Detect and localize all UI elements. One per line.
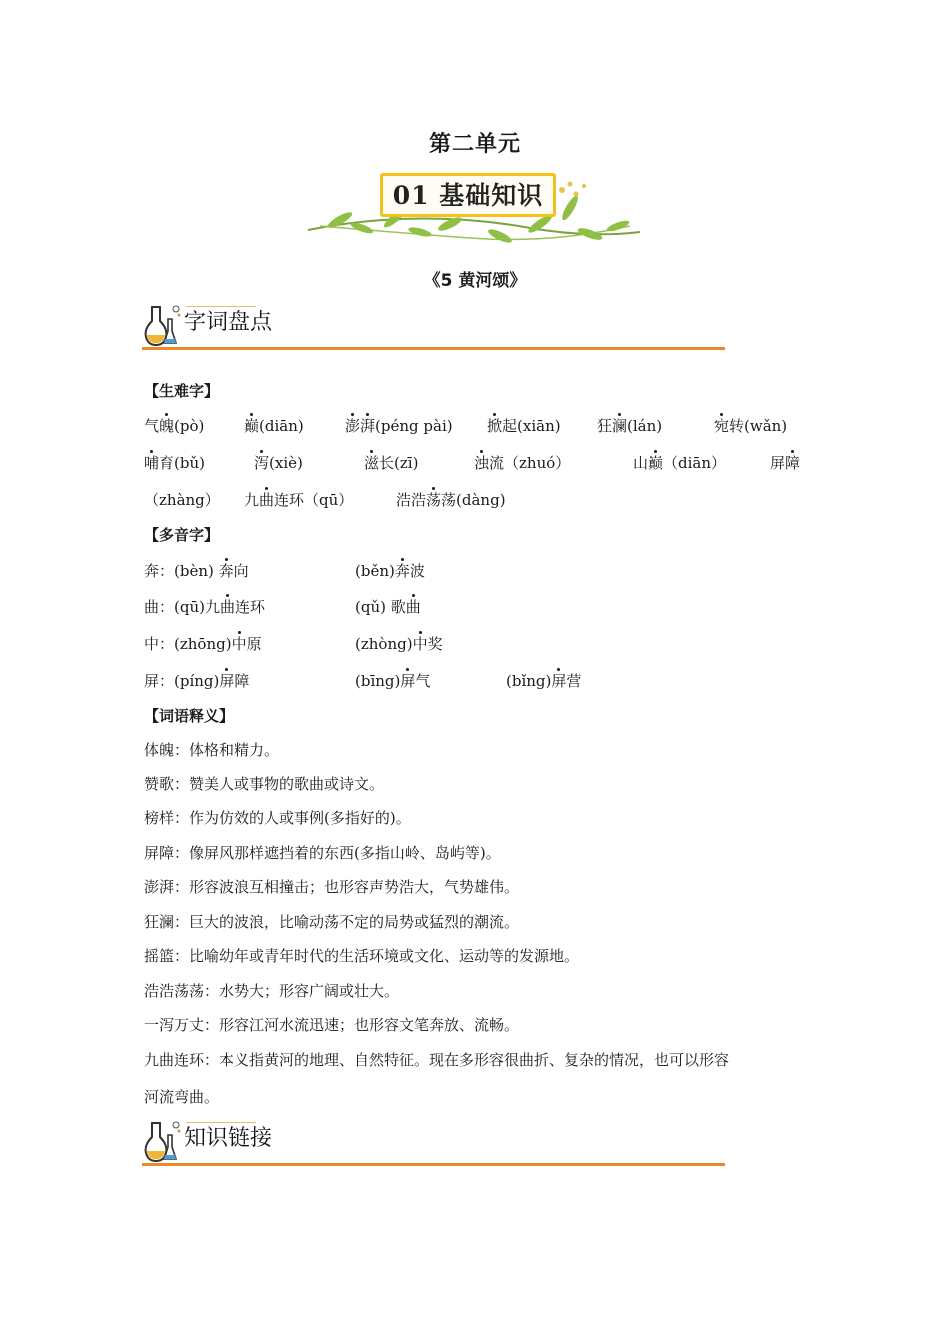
label-duoyinzi: 【多音字】 (144, 526, 220, 544)
polyphone-item: (zhòng)中奖 (355, 635, 443, 653)
section-banner (300, 168, 650, 250)
polyphone-item: (bīng)屏气 (355, 672, 431, 690)
word-item: 巅(diān) (244, 417, 304, 435)
polyphone-row: 中：(zhōng)中原 (144, 635, 262, 653)
definition-item: 河流弯曲。 (144, 1088, 220, 1106)
word-item: （zhàng） (144, 491, 220, 509)
word-item: 浊流（zhuó） (474, 454, 571, 472)
label-ciyu: 【词语释义】 (144, 707, 235, 725)
polyphone-row: 奔：(bèn) 奔向 (144, 562, 249, 580)
lesson-title: 《5 黄河颂》 (423, 271, 527, 291)
flask-icon (142, 1119, 182, 1163)
section-rule (142, 347, 725, 350)
word-item: 狂澜(lán) (597, 417, 663, 435)
polyphone-item: (qǔ) 歌曲 (355, 598, 421, 616)
word-item: 山巅（diān） (633, 454, 727, 472)
word-item: 浩浩荡荡(dàng) (396, 491, 506, 509)
section-header-vocab (142, 303, 727, 353)
unit-title: 第二单元 (428, 132, 521, 157)
polyphone-item: (bǐng)屏营 (506, 672, 582, 690)
section-header-links (142, 1119, 727, 1169)
definition-item: 体魄：体格和精力。 (144, 741, 280, 759)
word-item: 滋长(zī) (364, 454, 419, 472)
definition-item: 赞歌：赞美人或事物的歌曲或诗文。 (144, 775, 385, 793)
flask-icon (142, 303, 182, 347)
word-item: 宛转(wǎn) (714, 417, 788, 435)
word-item: 掀起(xiān) (487, 417, 561, 435)
definition-item: 狂澜：巨大的波浪，比喻动荡不定的局势或猛烈的潮流。 (144, 913, 520, 931)
polyphone-row: 曲：(qū)九曲连环 (144, 598, 265, 616)
word-item: 澎湃(péng pài) (345, 417, 453, 435)
word-item: 泻(xiè) (254, 454, 303, 472)
word-item: 哺育(bǔ) (144, 454, 205, 472)
word-item: 九曲连环（qū） (244, 491, 354, 509)
definition-item: 摇篮：比喻幼年或青年时代的生活环境或文化、运动等的发源地。 (144, 947, 580, 965)
word-item: 气魄(pò) (144, 417, 205, 435)
polyphone-item: (běn)奔波 (355, 562, 425, 580)
definition-item: 澎湃：形容波浪互相撞击；也形容声势浩大，气势雄伟。 (144, 878, 520, 896)
definition-item: 九曲连环：本义指黄河的地理、自然特征。现在多形容很曲折、复杂的情况，也可以形容 (144, 1051, 730, 1069)
word-item: 屏障 (770, 454, 801, 472)
section-title: 知识链接 (184, 1126, 273, 1151)
definition-item: 一泻万丈：形容江河水流迅速；也形容文笔奔放、流畅。 (144, 1016, 520, 1034)
banner-title: 01 基础知识 (392, 181, 544, 210)
polyphone-row: 屏：(píng)屏障 (144, 672, 250, 690)
definition-item: 屏障：像屏风那样遮挡着的东西(多指山岭、岛屿等)。 (144, 844, 501, 862)
section-rule (142, 1163, 725, 1166)
label-shengnanzi: 【生难字】 (144, 382, 220, 400)
definition-item: 榜样：作为仿效的人或事例(多指好的)。 (144, 809, 411, 827)
section-title: 字词盘点 (184, 310, 273, 335)
definition-item: 浩浩荡荡：水势大；形容广阔或壮大。 (144, 982, 400, 1000)
